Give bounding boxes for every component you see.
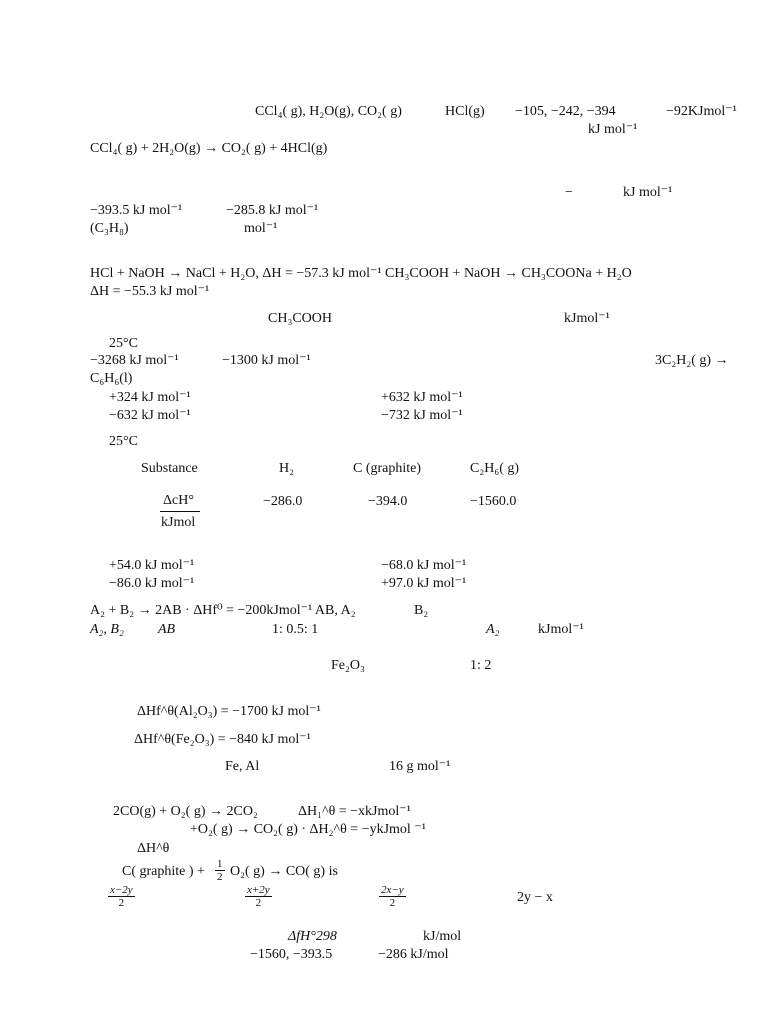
q6-b2: B₂ [414, 603, 429, 618]
q8-dh1: ΔH₁^θ = −xkJmol⁻¹ [298, 804, 411, 819]
q8-eq3-b: O₂( g) → CO( g) is [230, 864, 338, 879]
q4-value-1: −3268 kJ mol⁻¹ [90, 353, 179, 368]
q8-option-d: 2y − x [517, 890, 553, 905]
q7-mass: 16 g mol⁻¹ [389, 759, 451, 774]
q1-values: −105, −242, −394 [515, 104, 616, 119]
q1-hcl-value: −92KJmol⁻¹ [666, 104, 737, 119]
q8-eq2: +O₂( g) → CO₂( g) · ΔH₂^θ = −ykJmol ⁻¹ [190, 822, 426, 837]
q4-reaction-a: 3C₂H₂( g) → [655, 353, 729, 368]
q8-option-b [245, 884, 272, 909]
q8-half-den: 2 [217, 871, 223, 883]
q7-eq-al2o3: ΔHf^θ(Al₂O₃) = −1700 kJ mol⁻¹ [137, 704, 321, 719]
q6-unit: kJmol⁻¹ [538, 622, 584, 637]
q7-metals: Fe, Al [225, 759, 260, 774]
q8-option-a [108, 884, 135, 909]
q4-option-b: +632 kJ mol⁻¹ [381, 390, 463, 405]
q4-value-2: −1300 kJ mol⁻¹ [222, 353, 311, 368]
q8-option-a-num: x−2y [110, 884, 133, 896]
q2-dash: − [565, 185, 573, 200]
q9-values: −1560, −393.5 [250, 947, 333, 962]
q5-temp: 25°C [109, 434, 138, 449]
q3-reactions: HCl + NaOH → NaCl + H₂O, ΔH = −57.3 kJ mol⁻¹ CH₃COOH + NaOH → CH₃COONa + H₂O [90, 266, 632, 281]
q1-species: CCl₄( g), H₂O(g), CO₂( g) [255, 104, 402, 119]
q5-option-d: +97.0 kJ mol⁻¹ [381, 576, 467, 591]
q5-row-label-num: ΔcH° [163, 493, 194, 508]
q4-reaction-b: C₆H₆(l) [90, 371, 133, 386]
q5-header-substance: Substance [141, 461, 198, 476]
q5-value-graphite: −394.0 [368, 494, 408, 509]
q8-option-c-num: 2x−y [381, 884, 404, 896]
q8-option-b-den: 2 [245, 896, 272, 909]
q3-unit: kJmol⁻¹ [564, 311, 610, 326]
q5-row-label-bar [160, 511, 200, 512]
q1-unit: kJ mol⁻¹ [588, 122, 638, 137]
q2-value-1: −393.5 kJ mol⁻¹ [90, 203, 183, 218]
q6-reaction: A₂ + B₂ → 2AB · ΔHf⁰ = −200kJmol⁻¹ AB, A₂ [90, 603, 356, 618]
q8-half-fraction [215, 858, 225, 883]
q2-value-2: −285.8 kJ mol⁻¹ [226, 203, 319, 218]
q5-value-h2: −286.0 [263, 494, 303, 509]
q8-half-num: 1 [217, 858, 223, 870]
q7-oxide: Fe₂O₃ [331, 658, 365, 673]
q5-value-ethane: −1560.0 [470, 494, 517, 509]
q8-option-c [379, 884, 406, 909]
q8-dh: ΔH^θ [137, 841, 170, 856]
q7-ratio: 1: 2 [470, 658, 492, 673]
q5-header-h2: H₂ [279, 461, 294, 476]
q8-eq1: 2CO(g) + O₂( g) → 2CO₂ [113, 804, 258, 819]
q8-option-c-den: 2 [379, 896, 406, 909]
q1-reaction: CCl₄( g) + 2H₂O(g) → CO₂( g) + 4HCl(g) [90, 141, 328, 156]
q8-eq3-a: C( graphite ) + [122, 864, 205, 879]
q8-option-a-den: 2 [108, 896, 135, 909]
q5-option-a: +54.0 kJ mol⁻¹ [109, 558, 195, 573]
q3-dh: ΔH = −55.3 kJ mol⁻¹ [90, 284, 210, 299]
q6-ab: AB [158, 622, 176, 637]
q5-header-ethane: C₂H₆( g) [470, 461, 520, 476]
q5-option-c: −86.0 kJ mol⁻¹ [109, 576, 195, 591]
q5-row-label-den: kJmol [161, 515, 196, 530]
q7-eq-fe2o3: ΔHf^θ(Fe₂O₃) = −840 kJ mol⁻¹ [134, 732, 311, 747]
q9-dh: ΔfH°298 [288, 929, 337, 944]
q4-option-d: −732 kJ mol⁻¹ [381, 408, 463, 423]
q3-acid: CH₃COOH [268, 311, 332, 326]
q5-option-b: −68.0 kJ mol⁻¹ [381, 558, 467, 573]
q6-ratio: 1: 0.5: 1 [272, 622, 319, 637]
q9-value-2: −286 kJ/mol [378, 947, 449, 962]
q2-mol: mol⁻¹ [244, 221, 278, 236]
q6-a2: A₂ [486, 622, 500, 637]
q1-hcl: HCl(g) [445, 104, 485, 119]
q5-header-graphite: C (graphite) [353, 461, 422, 476]
q8-option-b-num: x+2y [247, 884, 270, 896]
q4-temp: 25°C [109, 336, 138, 351]
q4-option-a: +324 kJ mol⁻¹ [109, 390, 191, 405]
q2-propane: (C₃H₈) [90, 221, 129, 236]
q6-species: A₂, B₂ [90, 622, 124, 637]
q9-unit: kJ/mol [423, 929, 462, 944]
q4-option-c: −632 kJ mol⁻¹ [109, 408, 191, 423]
q2-unit: kJ mol⁻¹ [623, 185, 673, 200]
